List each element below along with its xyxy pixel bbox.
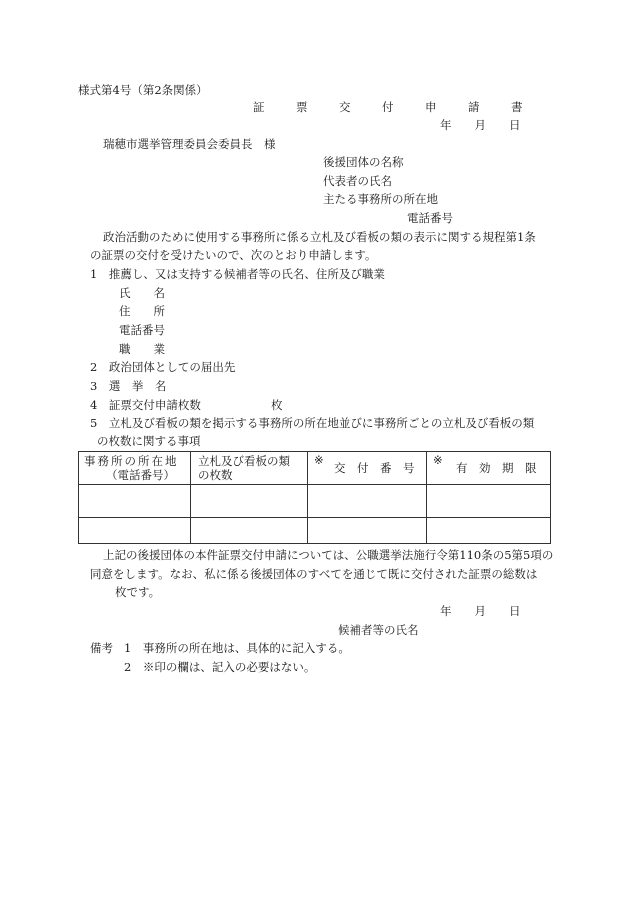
item-1-address: 住 所 — [119, 304, 165, 318]
candidate-name: 候補者等の氏名 — [338, 623, 419, 637]
header-issue-number: 交 付 番 号 — [334, 461, 415, 475]
notes-label: 備考 — [90, 641, 113, 655]
date-line-2: 年 月 日 — [440, 604, 521, 618]
item-3: 3 選 挙 名 — [90, 379, 167, 393]
applicant-org-name: 後援団体の名称 — [323, 155, 404, 169]
consent-line-1: 上記の後援団体の本件証票交付申請については、公職選挙法施行令第110条の5第5項の — [103, 548, 554, 562]
item-1-occupation: 職 業 — [119, 342, 165, 356]
date-line: 年 月 日 — [440, 118, 521, 132]
item-4-unit: 枚 — [271, 398, 283, 412]
form-number: 様式第4号（第2条関係） — [78, 83, 208, 97]
consent-line-2: 同意をします。なお、私に係る後援団体のすべてを通じて既に交付された証票の総数は — [90, 567, 538, 581]
header-issue-mark: ※ — [314, 453, 324, 467]
applicant-phone: 電話番号 — [407, 211, 453, 225]
intro-line-1: 政治活動のために使用する事務所に係る立札及び看板の類の表示に関する規程第1条 — [103, 230, 536, 244]
item-5-line-1: 5 立札及び看板の類を掲示する事務所の所在地並びに事務所ごとの立札及び看板の類 — [90, 416, 535, 430]
item-2: 2 政治団体としての届出先 — [90, 360, 236, 374]
header-validity-mark: ※ — [433, 453, 443, 467]
item-1: 1 推薦し、又は支持する候補者等の氏名、住所及び職業 — [90, 267, 385, 281]
item-1-phone: 電話番号 — [119, 323, 165, 337]
consent-line-3: 枚です。 — [115, 585, 161, 599]
item-1-name: 氏 名 — [119, 286, 165, 300]
header-sign-count-2: の枚数 — [198, 468, 233, 482]
applicant-office-address: 主たる事務所の所在地 — [323, 192, 438, 206]
office-table — [78, 451, 551, 544]
document-title: 証 票 交 付 申 請 書 — [253, 100, 533, 114]
header-office-phone: （電話番号） — [106, 468, 175, 482]
header-validity-period: 有 効 期 限 — [456, 461, 537, 475]
note-2: 2 ※印の欄は、記入の必要はない。 — [124, 660, 316, 674]
applicant-representative: 代表者の氏名 — [323, 174, 392, 188]
item-4: 4 証票交付申請枚数 — [90, 398, 201, 412]
intro-line-2: の証票の交付を受けたいので、次のとおり申請します。 — [90, 248, 377, 262]
note-1: 1 事務所の所在地は、具体的に記入する。 — [124, 641, 350, 655]
addressee: 瑞穂市選挙管理委員会委員長 様 — [103, 137, 276, 151]
header-sign-count: 立札及び看板の類 — [198, 454, 290, 468]
header-office-address: 事務所の所在地 — [84, 454, 179, 468]
item-5-line-2: の枚数に関する事項 — [97, 434, 201, 448]
